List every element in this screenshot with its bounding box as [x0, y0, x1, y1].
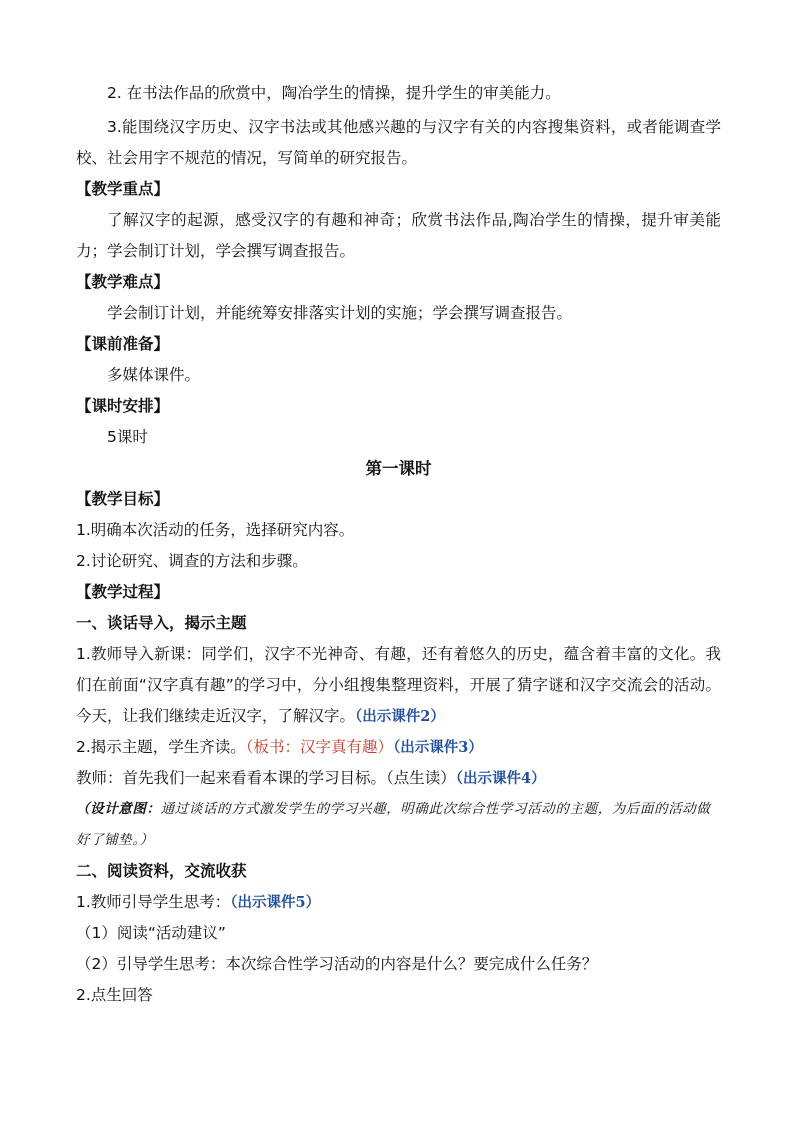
- objective-2: 2. 在书法作品的欣赏中，陶冶学生的情操，提升学生的审美能力。: [107, 84, 561, 102]
- sub-step-1: （1）阅读“活动建议”: [76, 924, 226, 942]
- courseware-4: （出示课件4）: [455, 770, 546, 787]
- section-1-title: 一、谈话导入，揭示主题: [76, 614, 247, 632]
- lesson-title: 第一课时: [365, 459, 432, 478]
- design-intent-text: 通过谈话的方式激发学生的学习兴趣，明确此次综合性学习活动的主题，为后面的活动做好了铺垫。）: [76, 801, 711, 848]
- heading-goals: 【教学目标】: [76, 490, 170, 508]
- preparation-text: 多媒体课件。: [107, 366, 201, 384]
- objective-3: 3.能围绕汉字历史、汉字书法或其他感兴趣的与汉字有关的内容搜集资料，或者能调查学校、社会用字不规范的情况，写简单的研究报告。: [76, 118, 721, 167]
- step-2-topic: [76, 732, 721, 763]
- design-intent: [76, 794, 721, 856]
- key-points-text: 了解汉字的起源，感受汉字的有趣和神奇；欣赏书法作品,陶冶学生的情操，提升审美能力；学会制订计划，学会撰写调查报告。: [76, 211, 721, 260]
- step-1-text: 1.教师导入新课：同学们，汉字不光神奇、有趣，还有着悠久的历史，蕴含着丰富的文化。我们在前面“汉字真有趣”的学习中，分小组搜集整理资料，开展了猜字谜和汉字交流会的活动。今天，让我们继续走近汉字，了解汉字。: [76, 645, 721, 725]
- heading-preparation: 【课前准备】: [76, 335, 170, 353]
- step-2-text: 2.揭示主题，学生齐读。: [76, 738, 246, 756]
- heading-process: 【教学过程】: [76, 583, 170, 601]
- sub-step-2: （2）引导学生思考：本次综合性学习活动的内容是什么？要完成什么任务？: [76, 955, 598, 973]
- schedule-text: 5课时: [107, 428, 148, 446]
- courseware-5: （出示课件5）: [230, 894, 321, 911]
- difficulties-text: 学会制订计划，并能统筹安排落实计划的实施；学会撰写调查报告。: [107, 304, 573, 322]
- blackboard-note: （板书：汉字真有趣）: [245, 738, 394, 756]
- teacher-line: [76, 763, 721, 794]
- courseware-3: （出示课件3）: [393, 739, 483, 756]
- teacher-text: 教师：首先我们一起来看看本课的学习目标。（点生读）: [76, 769, 456, 787]
- heading-schedule: 【课时安排】: [76, 397, 170, 415]
- document-page: [76, 78, 721, 1011]
- goal-1: 1.明确本次活动的任务，选择研究内容。: [76, 521, 355, 539]
- step-answer: 2.点生回答: [76, 986, 153, 1004]
- step-guide-text: 1.教师引导学生思考：: [76, 893, 231, 911]
- heading-difficulties: 【教学难点】: [76, 273, 170, 291]
- goal-2: 2.讨论研究、调查的方法和步骤。: [76, 552, 308, 570]
- heading-key-points: 【教学重点】: [76, 180, 170, 198]
- courseware-2: （出示课件2）: [355, 708, 445, 725]
- section-2-title: 二、阅读资料，交流收获: [76, 862, 247, 880]
- step-1-intro: [76, 639, 721, 732]
- design-intent-label: （设计意图：: [76, 801, 161, 817]
- step-guide: [76, 887, 721, 918]
